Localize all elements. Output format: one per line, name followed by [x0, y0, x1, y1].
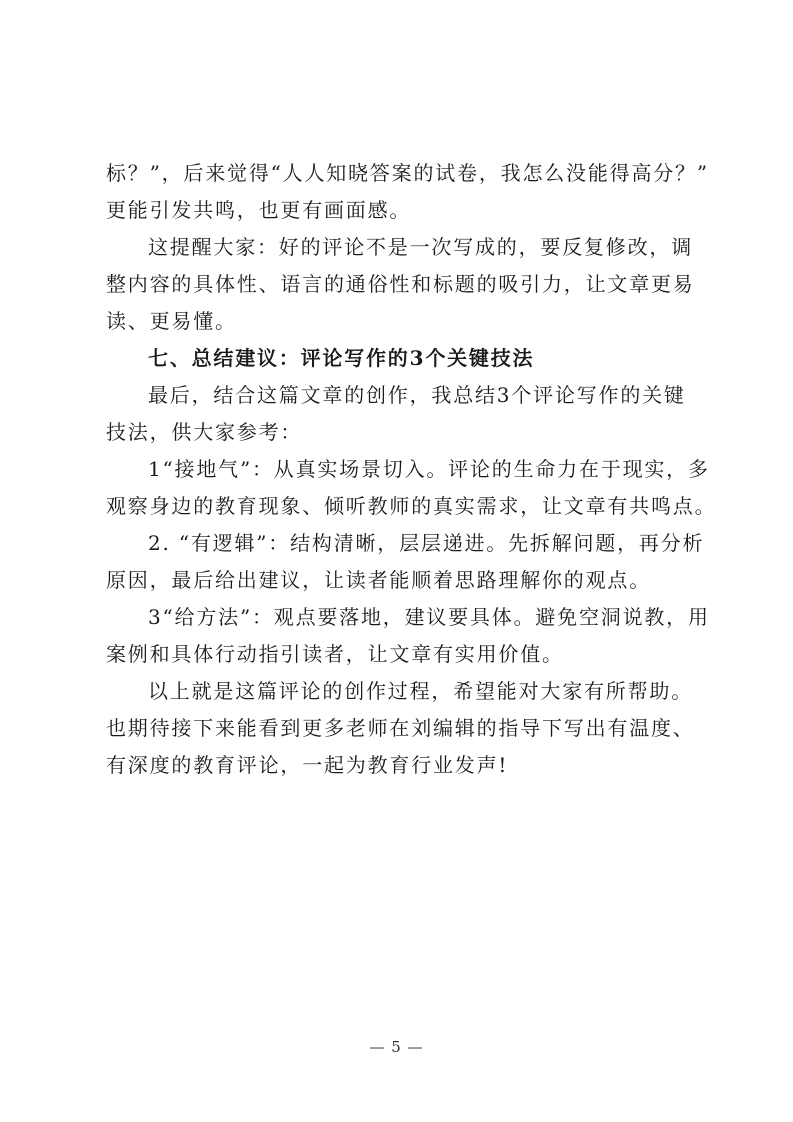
text-line: 最后，结合这篇文章的创作，我总结3个评论写作的关键 — [148, 383, 686, 407]
document-body — [106, 155, 717, 784]
text-line: 读、更易懂。 — [106, 309, 237, 333]
text-line: 标？”，后来觉得“人人知晓答案的试卷，我怎么没能得高分？” — [106, 161, 709, 185]
text-line: 原因，最后给出建议，让读者能顺着思路理解你的观点。 — [106, 568, 651, 592]
text-line: 更能引发共鸣，也更有画面感。 — [106, 198, 412, 222]
text-line: 也期待接下来能看到更多老师在刘编辑的指导下写出有温度、 — [106, 716, 695, 740]
page-number: — 5 — — [369, 1038, 424, 1056]
text-line: 这提醒大家：好的评论不是一次写成的，要反复修改，调 — [148, 235, 693, 259]
text-line: 整内容的具体性、语言的通俗性和标题的吸引力，让文章更易 — [106, 272, 695, 296]
text-line: 技法，供大家参考： — [106, 420, 303, 444]
text-line: 1“接地气”：从真实场景切入。评论的生命力在于现实，多 — [148, 457, 710, 481]
text-line: 有深度的教育评论，一起为教育行业发声! — [106, 753, 509, 777]
section-heading: 七、总结建议：评论写作的3个关键技法 — [148, 346, 535, 370]
text-line: 观察身边的教育现象、倾听教师的真实需求，让文章有共鸣点。 — [106, 494, 717, 518]
text-line: 案例和具体行动指引读者，让文章有实用价值。 — [106, 642, 564, 666]
text-line: 3“给方法”：观点要落地，建议要具体。避免空洞说教，用 — [148, 605, 710, 629]
text-line: 以上就是这篇评论的创作过程，希望能对大家有所帮助。 — [148, 679, 693, 703]
text-line: 2. “有逻辑”：结构清晰，层层递进。先拆解问题，再分析 — [148, 531, 705, 555]
